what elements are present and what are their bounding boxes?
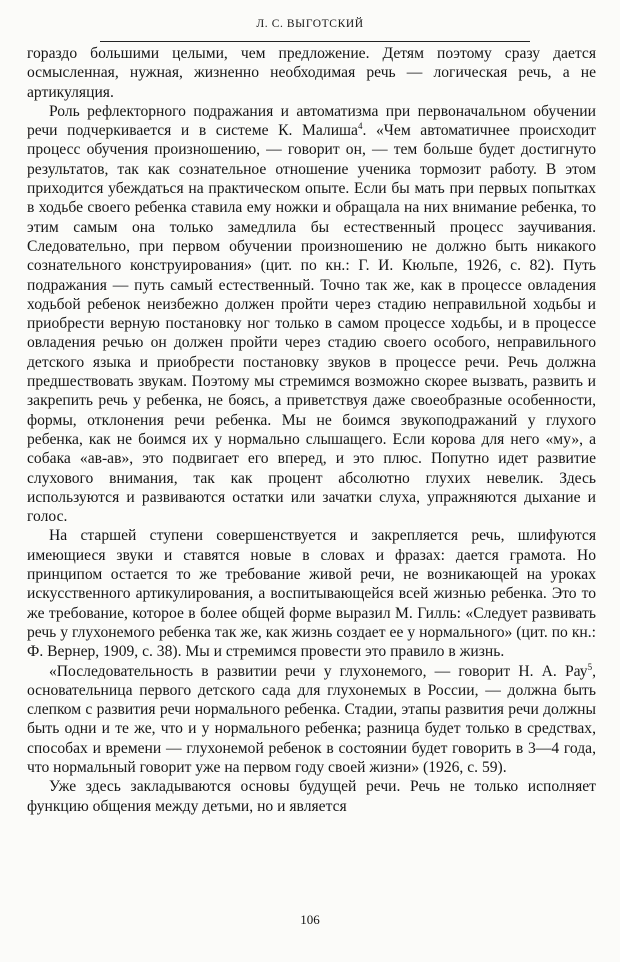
- paragraph-2-text-before: Роль рефлекторного подражания и автоматизма при первоначальном обучении речи подчеркивается и в системе К. Малиша: [27, 102, 596, 140]
- running-head: Л. С. ВЫГОТСКИЙ: [256, 18, 364, 30]
- paragraph-5: Уже здесь закладываются основы будущей речи. Речь не только исполняет функцию общения между детьми, но и является: [27, 778, 596, 815]
- page-number: 106: [300, 912, 320, 927]
- paragraph-3: На старшей ступени совершенствуется и закрепляется речь, шлифуются имеющиеся звуки и ставятся новые в словах и фразах: дается грамота. Но принципом остается то же требование живой речи, не возникающей на уроках искусственного артикулирования, а воспитывающейся всей жизнью ребенка. Это то же требование, которое в более общей форме выразил М. Гилль: «Следует развивать речь у глухонемого ребенка так же, как жизнь создает ее у нормального» (цит. по кн.: Ф. Вернер, 1909, с. 38). Мы и стремимся провести это правило в жизнь.: [27, 527, 596, 661]
- footnote-mark-4: 4: [357, 121, 363, 132]
- header-rule: [100, 41, 530, 42]
- body-text: [27, 44, 596, 816]
- paragraph-2: [27, 102, 596, 527]
- paragraph-2-text-after: . «Чем автоматичнее происходит процесс обучения произношению, — говорит он, — тем больше будет достигнуто результатов, так как сознательное отношение ученика тормозит работу. В этом приходится убеждаться на практическом опыте. Если бы мать при первых попытках в ходьбе своего ребенка ставила ему ножки и обращала на них внимание ребенка, то этим самым она только замедлила бы естественный процесс заучивания. Следовательно, при первом обучении произношению не должно быть никакого сознательного конструирования» (цит. по кн.: Г. И. Кюльпе, 1926, с. 82). Путь подражания — путь самый естественный. Точно так же, как в процессе овладения ходьбой ребенок неизбежно должен пройти через стадию неправильной ходьбы и приобрести верную постановку ног только в самом процессе ходьбы, и в процессе овладения речью он должен пройти через стадию своего особого, неправильного детского языка и приобрести постановку звуков в процессе речи. Речь должна предшествовать звукам. Поэтому мы стремимся возможно скорее вызвать, развить и закрепить речь у ребенка, не боясь, а приветствуя даже своеобразные особенности, формы, отклонения речи ребенка. Мы не боимся звукоподражаний у глухого ребенка, как не боимся их у нормально слышащего. Если корова для него «му», а собака «ав-ав», это подвигает его вперед, и это плюс. Попутно идет развитие слухового внимания, так как процент абсолютно глухих невелик. Здесь используются и развиваются остатки или зачатки слуха, упражняются дыхание и голос.: [27, 122, 596, 526]
- paragraph-4: [27, 662, 596, 778]
- paragraph-1: гораздо большими целыми, чем предложение. Детям поэтому сразу дается осмысленная, нужная, жизненно необходимая речь — логическая речь, а не артикуляция.: [27, 45, 596, 101]
- paragraph-4-text-after: , основательница первого детского сада для глухонемых в России, — должна быть слепком с развития речи нормального ребенка. Стадии, этапы развития речи должны быть одни и те же, что и у нормального ребенка; разница будет только в средствах, способах и времени — глухонемой ребенок в состоянии будет говорить в 3—4 года, что нормальный говорит уже на первом году своей жизни» (1926, с. 59).: [27, 662, 596, 776]
- paragraph-4-text-before: «Последовательность в развитии речи у глухонемого, — говорит Н. А. Рау: [49, 662, 588, 680]
- footnote-mark-5: 5: [587, 661, 593, 672]
